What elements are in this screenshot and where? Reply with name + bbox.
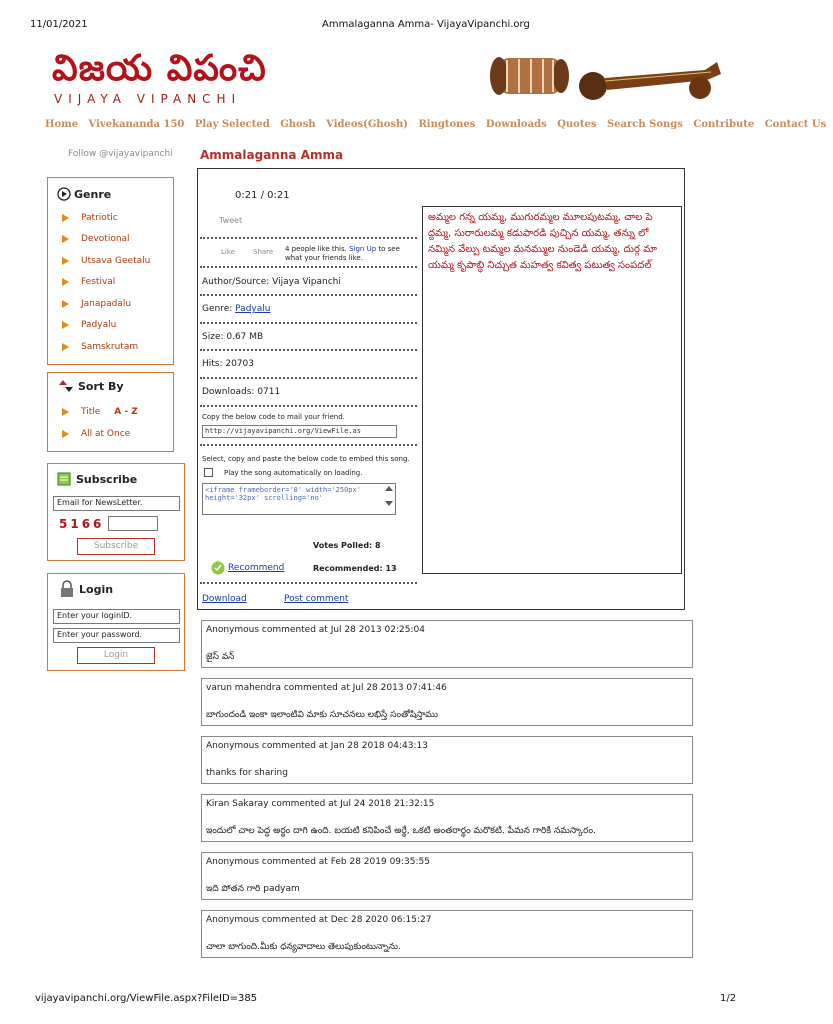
nav-search-songs[interactable]: Search Songs (606, 119, 683, 130)
download-link[interactable]: Download (202, 594, 247, 604)
sort-title: Sort By (78, 379, 124, 393)
comment-card (201, 736, 693, 784)
divider (200, 405, 417, 407)
divider (200, 349, 417, 351)
textarea-scroll-arrows-icon[interactable] (384, 485, 394, 513)
divider (200, 294, 417, 296)
sort-box (47, 372, 174, 452)
nav-ringtones[interactable]: Ringtones (418, 119, 476, 130)
nav-vivekananda[interactable]: Vivekananda 150 (88, 119, 185, 130)
share-url-input[interactable]: http://vijayavipanchi.org/ViewFile.as (202, 425, 397, 438)
hits-count: Hits: 20703 (202, 359, 255, 369)
arrow-icon (62, 343, 69, 351)
newsletter-icon (57, 472, 71, 486)
arrow-icon (62, 235, 69, 243)
arrow-icon (62, 300, 69, 308)
sort-item-title[interactable]: Title A - Z (62, 401, 138, 423)
nav-quotes[interactable]: Quotes (557, 119, 597, 130)
thumbs-up-icon (211, 561, 225, 575)
play-circle-icon (57, 187, 71, 201)
divider (200, 266, 417, 268)
comment-body: thanks for sharing (206, 768, 288, 778)
lock-icon (60, 580, 74, 598)
mridangam-icon (490, 57, 569, 95)
divider (200, 582, 417, 584)
recommend-button[interactable]: Recommend (211, 561, 284, 575)
autoplay-checkbox[interactable] (204, 468, 213, 477)
login-id-input[interactable]: Enter your loginID. (53, 609, 180, 624)
post-comment-link[interactable]: Post comment (284, 594, 349, 604)
genre-link[interactable]: Padyalu (235, 304, 271, 314)
comment-card (201, 852, 693, 900)
comment-header: Anonymous commented at Feb 28 2019 09:35:55 (206, 857, 430, 867)
copy-code-label: Copy the below code to mail your friend. (202, 413, 345, 421)
nav-play-selected[interactable]: Play Selected (194, 119, 270, 130)
subscribe-title: Subscribe (76, 472, 138, 486)
comment-card (201, 910, 693, 958)
file-size: Size: 0.67 MB (202, 332, 264, 342)
nav-contribute[interactable]: Contribute (693, 119, 755, 130)
fb-signup-link[interactable]: Sign Up (349, 245, 377, 253)
genre-box (47, 177, 174, 365)
autoplay-label: Play the song automatically on loading. (224, 469, 363, 477)
sort-item-all[interactable]: All at Once (62, 423, 130, 445)
player-time[interactable]: 0:21 / 0:21 (235, 190, 290, 201)
login-box (47, 573, 185, 671)
votes-polled: Votes Polled: 8 (313, 541, 381, 550)
like-button[interactable]: Like (221, 248, 235, 256)
arrow-icon (62, 321, 69, 329)
lyrics-box: అమ్మల గన్న యమ్మ, ముగురమ్మల మూలపుటమ్మ, చాల పె ద్దమ్మ, సురారులమ్మ కడుపారడి పుచ్చిన యమ్మ, తన్ను లో నమ్మిన వేల్పు టమ్మల మనమ్ముల నుండెడి యమ్మ, దుర్గ మా యమ్మ కృపాబ్ధి నిచ్చుత మహత్వ కవిత్వ పటుత్వ సంపదల్ (422, 206, 682, 574)
subscribe-button[interactable]: Subscribe (77, 538, 155, 555)
divider (200, 237, 417, 239)
nav-ghosh[interactable]: Ghosh (280, 119, 316, 130)
arrow-icon (62, 214, 69, 222)
nav-downloads[interactable]: Downloads (485, 119, 547, 130)
main-nav (45, 119, 833, 130)
comment-header: Anonymous commented at Dec 28 2020 06:15:27 (206, 915, 432, 925)
site-logo[interactable]: విజయ విపంచి (52, 48, 267, 89)
login-title: Login (79, 582, 114, 596)
subscribe-box (47, 463, 185, 561)
tweet-button[interactable]: Tweet (219, 216, 243, 225)
twitter-follow-link[interactable]: Follow @vijayavipanchi (68, 149, 173, 159)
print-date: 11/01/2021 (30, 19, 88, 30)
embed-code-textarea[interactable]: <iframe frameborder='0' width='250px' height='32px' scrolling='no' (202, 483, 396, 515)
comment-card (201, 678, 693, 726)
divider (200, 322, 417, 324)
arrow-icon (62, 257, 69, 265)
arrow-icon (62, 278, 69, 286)
arrow-icon (62, 430, 69, 438)
comment-body: జైస్ వన్ (206, 652, 235, 662)
arrow-icon (62, 408, 69, 416)
genre-item-patriotic[interactable]: Patriotic (62, 207, 150, 229)
login-button[interactable]: Login (77, 647, 155, 664)
print-page-number: 1/2 (720, 993, 737, 1004)
divider (200, 377, 417, 379)
comment-body: చాలా బాగుంది.మీకు ధన్యవాదాలు తెలుపుకుంటున్నాను. (206, 942, 401, 952)
genre-title: Genre (74, 187, 112, 201)
comment-header: Anonymous commented at Jul 28 2013 02:25:04 (206, 625, 425, 635)
genre-item-janapadalu[interactable]: Janapadalu (62, 293, 150, 315)
share-button[interactable]: Share (253, 248, 274, 256)
genre-item-padyalu[interactable]: Padyalu (62, 315, 150, 337)
divider (200, 444, 417, 446)
embed-code-label: Select, copy and paste the below code to embed this song. (202, 455, 410, 463)
newsletter-email-input[interactable]: Email for NewsLetter. (53, 496, 180, 511)
comment-card (201, 620, 693, 668)
genre-item-festival[interactable]: Festival (62, 272, 150, 294)
site-logo-english: VIJAYA VIPANCHI (54, 92, 242, 106)
captcha-input[interactable] (108, 516, 158, 531)
author-source: Author/Source: Vijaya Vipanchi (202, 277, 341, 287)
comment-body: ఇది పోతన గారి padyam (206, 884, 300, 894)
comment-body: బాగుందండి ఇంకా ఇలాంటివి మాకు సూచనలు లభిస్తే సంతోషిస్తాము (206, 710, 438, 720)
downloads-count: Downloads: 0711 (202, 387, 281, 397)
recommended-count: Recommended: 13 (313, 564, 397, 573)
comment-card (201, 794, 693, 842)
facebook-like-text: 4 people like this. Sign Up to see what your friends like. (285, 245, 400, 262)
instruments-illustration (485, 48, 725, 108)
genre-list (62, 207, 150, 358)
sort-icon (58, 378, 74, 394)
veena-icon (579, 62, 721, 100)
print-url: vijayavipanchi.org/ViewFile.aspx?FileID=385 (35, 993, 258, 1004)
comment-body: ఇందులో చాల పెద్ద అర్థం దాగి ఉంది. బయటి కనిపించే అర్థే, ఒకటి అంతరార్థం మరొకటి. పేమన గారికి నమస్కారం. (206, 826, 596, 836)
comment-header: Anonymous commented at Jan 28 2018 04:43:13 (206, 741, 428, 751)
nav-home[interactable]: Home (45, 119, 79, 130)
page-title: Ammalaganna Amma (200, 148, 344, 162)
genre-info: Genre: Padyalu (202, 304, 271, 314)
captcha-image: 5166 (59, 517, 105, 531)
nav-contact-us[interactable]: Contact Us (764, 119, 827, 130)
print-title: Ammalaganna Amma- VijayaVipanchi.org (322, 19, 530, 30)
nav-videos-ghosh[interactable]: Videos(Ghosh) (326, 119, 408, 130)
comment-header: varun mahendra commented at Jul 28 2013 07:41:46 (206, 683, 447, 693)
password-input[interactable]: Enter your password. (53, 628, 180, 643)
genre-item-utsava-geetalu[interactable]: Utsava Geetalu (62, 250, 150, 272)
comment-header: Kiran Sakaray commented at Jul 24 2018 21:32:15 (206, 799, 435, 809)
genre-item-devotional[interactable]: Devotional (62, 229, 150, 251)
genre-item-samskrutam[interactable]: Samskrutam (62, 336, 150, 358)
